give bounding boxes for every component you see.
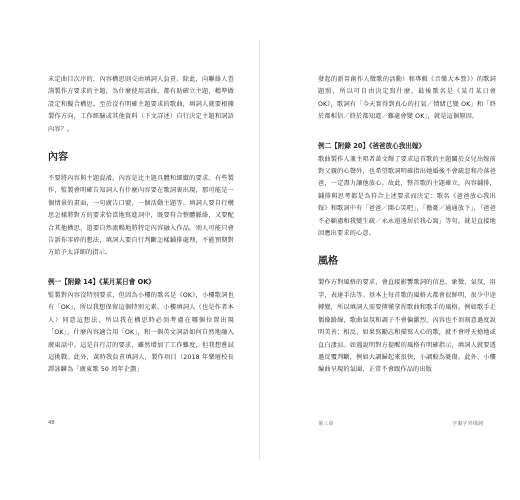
page-number: 48 [48, 420, 55, 426]
left-column [48, 74, 234, 377]
example2-paragraph: 歌曲製作人兼主唱者黃文輝了要求這首歌的主題關於女兒出嫁前對父親的心聲外，也希望歌詞明確指出她婚後不會疏忽和冷落爸爸，一定盡力讓他放心。故此，整首歌的主題確立，內容鋪排，鋪排與思考都是為符合上述要求而決定：歌名《爸爸放心我出嫁》和歌詞中有「爸爸／開心笑吧」，「擔憂／通通放下」，「爸爸不必顧慮和我變生疏／永永遠遠居於我心窩」等句，就是直接地回應出要求的心意。 [318, 155, 496, 238]
section-heading-content: 內容 [48, 152, 68, 164]
section-heading-style: 風格 [318, 256, 338, 268]
example1-paragraph: 監製對內容沒特別要求，但因為小樓的歌名是《OK》，小樓歌詞也有「OK」，所以我想保留這個特別元素。小樓填詞人（也是作者本人）同意這想法，所以我在構思時必須考慮在哪個位置出現「OK」，什麼內容適合用「OK」，和一個英文詞語如何自然地融入廣東話中。這是自行訂的要求，雖然增加了工作難度，但我想嘗試這挑戰。此外，黃時我負責填詞人，製作項目（2018 年樂壇校長譚詠麟為「廣東歌 50 周年企劃」 [48, 291, 234, 374]
continued-paragraph: 發起的新晉創作人徵歌的活動）和專輯《音樂大本營》）的歌詞題照，所以可自由決定寫什麼。最後歌名是《某月某日會 OK》，歌詞有「今天實得到真心的打氣／情緒已變 OK」和「終於都相信／終於都知道／難處會變 OK」，就是這個原因。 [318, 76, 496, 121]
style-paragraph: 製作方對風格的要求，會直接影響歌詞的信息，象徵，氣氛，用字，表達手法等。基本上每首歌的風格大都會很鮮明，很少中途轉變，所以填詞人需要傳懂拿捏歌曲和歌手的風格。例如歌手走偶像路線，歌曲氣氛和調子不會偏激烈，內容也不須刻意過度說明美善；相反，如果寫勵志和描寫人心的歌，就不會呼天搶地或直白淒涼。如遇說明對方提醒的風格有明確指示，填詞人就要透過反覆判斷，例如大調歸起來很快，小調較為憂傷。此外，小樓編曲呈現的氣圍，正常不會跟作品的出版 [318, 279, 496, 374]
content-paragraph: 不要將內容與主題混淆，內容是比主題具體和細緻的要求。有些製作，監製會明確告知詞人有什麼內容要在歌詞裏出現，那可能是一個情景的畫面，一句廣告口號，一個活動主題等。填詞人要自行構思怎樣將對方的要求恰當地寫進詞中，既要符合整體脈絡，又要配合其他構思，還要自然流暢地將特定內容融入作品。別人可能只會告訴你零碎的想法，填詞人要自行判斷怎樣鋪排處理，不能預期對方給予太詳細的指示。 [48, 175, 234, 257]
book-title: 字裏字外填詞 [452, 421, 484, 427]
example1-heading: 例一【附錄 14】《某月某日會 OK》 [48, 277, 155, 286]
intro-paragraph: 未定曲目次序的，內容構思則交由填詞人負責。除此，向聯絡人查詢製作方要求的主題，為什麼使用該曲，都有助確立主題，精準做設定和擬合構思。至於沒有明確主題要求的歌曲，填詞人就要根據製作方向，工作經驗或其他資料（下文詳述）自行決定主題和詞語內容？。 [48, 76, 234, 133]
example2-heading: 例二【附錄 20】《爸爸放心我出嫁》 [318, 141, 426, 150]
right-column [318, 74, 496, 377]
chapter-label: 第三章 [318, 421, 334, 427]
